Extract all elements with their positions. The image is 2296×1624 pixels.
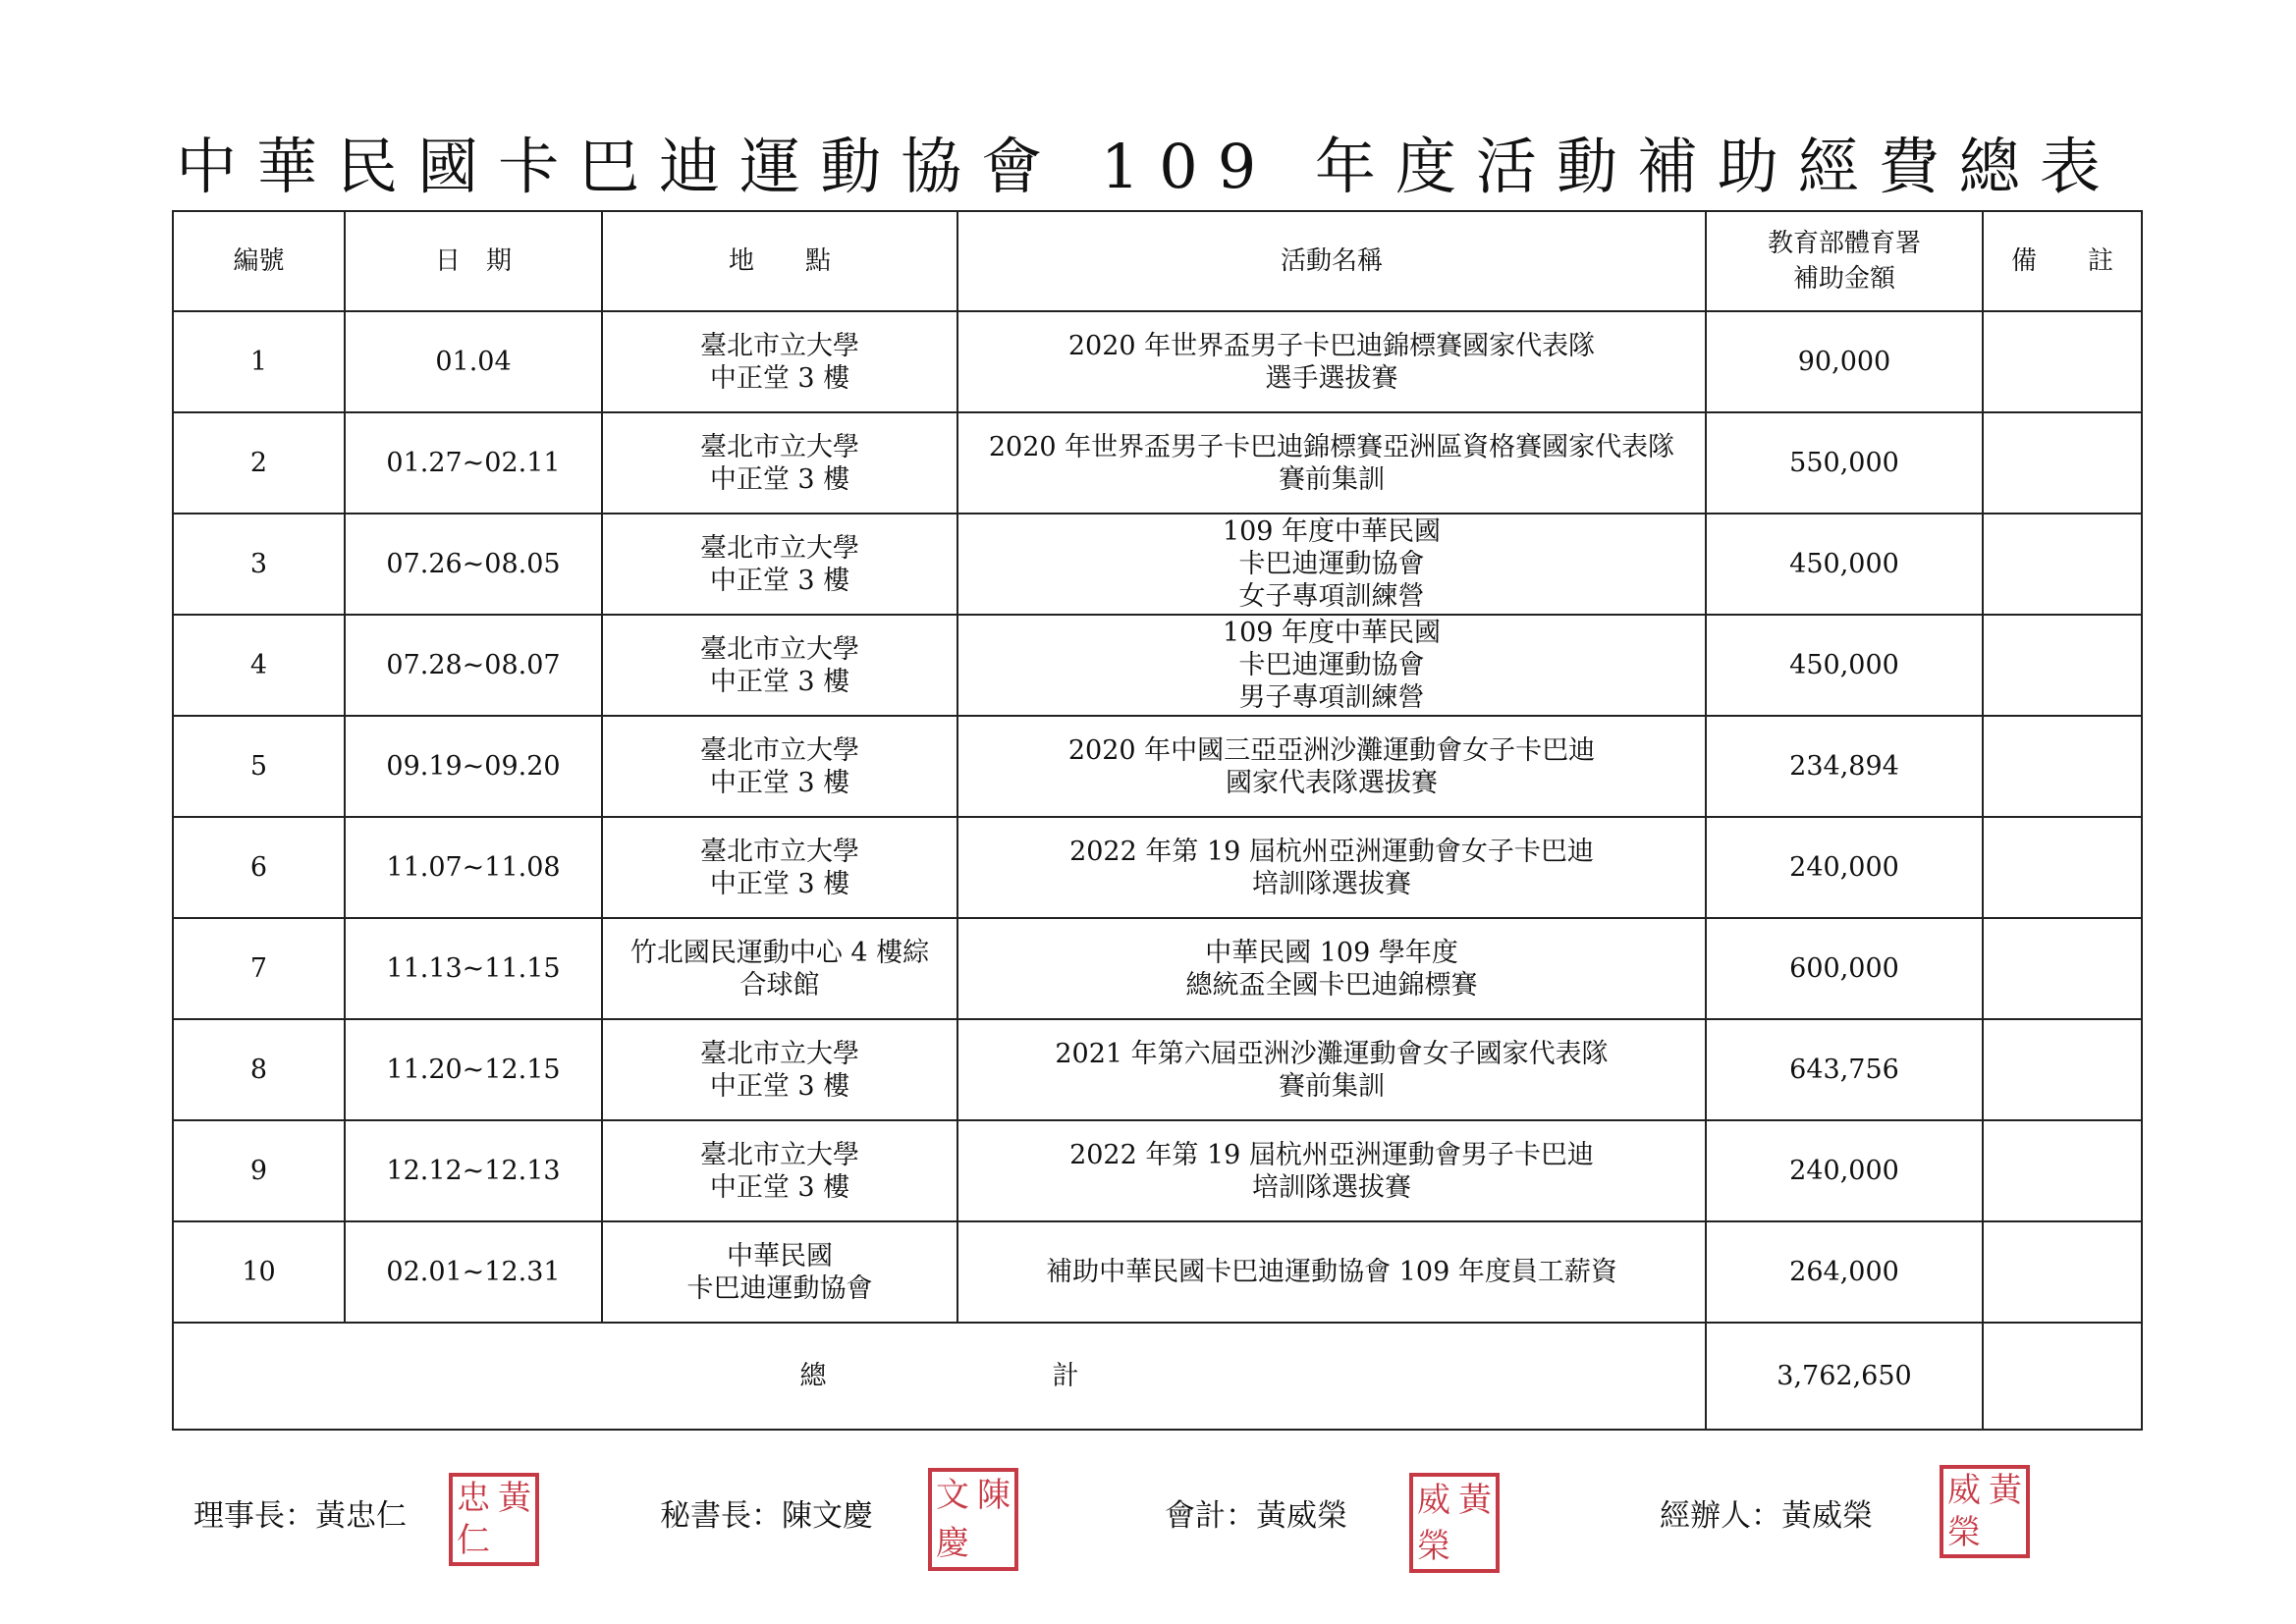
place-line: 竹北國民運動中心 4 樓綜 — [629, 937, 930, 968]
activity-line: 培訓隊選拔賽 — [1252, 1171, 1411, 1203]
seal-char: 文 — [936, 1476, 969, 1516]
chairman-seal — [449, 1473, 539, 1566]
activity-line: 2022 年第 19 屆杭州亞洲運動會女子卡巴迪 — [1069, 836, 1594, 867]
total-note — [1983, 1323, 2142, 1430]
place-line: 臺北市立大學 — [700, 1139, 859, 1170]
cell-note — [1983, 311, 2142, 412]
seal-char: 榮 — [1947, 1513, 1981, 1553]
activity-line: 2022 年第 19 屆杭州亞洲運動會男子卡巴迪 — [1069, 1139, 1594, 1170]
table-row — [173, 1120, 2142, 1221]
seal-char: 仁 — [457, 1521, 490, 1561]
total-amount: 3,762,650 — [1706, 1323, 1983, 1430]
cell-activity — [957, 412, 1706, 514]
table-row — [173, 817, 2142, 918]
activity-line: 卡巴迪運動協會 — [1238, 549, 1425, 579]
total-label — [173, 1323, 1706, 1430]
seal-char: 黃 — [1458, 1480, 1492, 1520]
header-place: 地 點 — [602, 211, 957, 311]
cell-no: 3 — [173, 514, 345, 615]
cell-place — [602, 716, 957, 817]
cell-activity — [957, 918, 1706, 1019]
place-line: 中正堂 3 樓 — [709, 463, 850, 495]
cell-amount: 240,000 — [1706, 1120, 1983, 1221]
handler-seal — [1940, 1465, 2030, 1558]
seal-char: 威 — [1417, 1480, 1450, 1520]
secretary-seal — [928, 1468, 1018, 1571]
place-line: 臺北市立大學 — [700, 431, 859, 462]
activity-line: 109 年度中華民國 — [1222, 516, 1442, 547]
table-row — [173, 412, 2142, 514]
header-activity: 活動名稱 — [957, 211, 1706, 311]
cell-no: 10 — [173, 1221, 345, 1323]
activity-line: 109 年度中華民國 — [1222, 618, 1442, 648]
cell-note — [1983, 817, 2142, 918]
activity-line: 2021 年第六屆亞洲沙灘運動會女子國家代表隊 — [1055, 1038, 1609, 1069]
place-line: 中華民國 — [727, 1240, 833, 1272]
accountant-signature: 會計：黃威榮 — [1165, 1498, 1347, 1534]
cell-amount: 450,000 — [1706, 514, 1983, 615]
activity-line: 總統盃全國卡巴迪錦標賽 — [1185, 969, 1478, 1001]
cell-amount: 643,756 — [1706, 1019, 1983, 1120]
header-note: 備 註 — [1983, 211, 2142, 311]
seal-char: 陳 — [977, 1476, 1011, 1516]
header-amount-line2: 補助金額 — [1792, 264, 1895, 294]
place-line: 中正堂 3 樓 — [709, 1171, 850, 1203]
cell-date: 09.19~09.20 — [345, 716, 602, 817]
seal-char: 黃 — [1989, 1470, 2022, 1510]
total-label-1: 總 — [799, 1361, 827, 1391]
cell-place — [602, 514, 957, 615]
cell-no: 1 — [173, 311, 345, 412]
place-line: 中正堂 3 樓 — [709, 767, 850, 798]
table-row — [173, 514, 2142, 615]
seal-char: 黃 — [498, 1478, 531, 1518]
seal-char: 威 — [1947, 1470, 1981, 1510]
cell-no: 7 — [173, 918, 345, 1019]
cell-no: 8 — [173, 1019, 345, 1120]
cell-note — [1983, 918, 2142, 1019]
activity-line: 男子專項訓練營 — [1238, 682, 1425, 713]
activity-line: 賽前集訓 — [1279, 463, 1385, 495]
cell-note — [1983, 412, 2142, 514]
table-row — [173, 615, 2142, 716]
cell-activity — [957, 1120, 1706, 1221]
cell-amount: 264,000 — [1706, 1221, 1983, 1323]
activity-line: 賽前集訓 — [1279, 1070, 1385, 1102]
cell-date: 07.28~08.07 — [345, 615, 602, 716]
activity-line: 2020 年世界盃男子卡巴迪錦標賽亞洲區資格賽國家代表隊 — [988, 431, 1675, 462]
subsidy-table — [172, 210, 2143, 1431]
header-no: 編號 — [173, 211, 345, 311]
place-line: 臺北市立大學 — [700, 330, 859, 361]
place-line: 臺北市立大學 — [700, 532, 859, 564]
cell-place — [602, 918, 957, 1019]
cell-activity — [957, 817, 1706, 918]
cell-no: 2 — [173, 412, 345, 514]
place-line: 中正堂 3 樓 — [709, 565, 850, 596]
cell-note — [1983, 514, 2142, 615]
cell-amount: 600,000 — [1706, 918, 1983, 1019]
header-date: 日 期 — [345, 211, 602, 311]
activity-line: 培訓隊選拔賽 — [1252, 868, 1411, 899]
activity-line: 女子專項訓練營 — [1238, 581, 1425, 612]
cell-activity — [957, 514, 1706, 615]
signature-row — [0, 1470, 2296, 1591]
header-amount-line1: 教育部體育署 — [1767, 229, 1921, 258]
cell-activity — [957, 1019, 1706, 1120]
place-line: 中正堂 3 樓 — [709, 868, 850, 899]
cell-amount: 234,894 — [1706, 716, 1983, 817]
cell-note — [1983, 1019, 2142, 1120]
cell-amount: 240,000 — [1706, 817, 1983, 918]
place-line: 中正堂 3 樓 — [709, 666, 850, 697]
handler-signature: 經辦人：黃威榮 — [1660, 1498, 1873, 1534]
activity-line: 選手選拔賽 — [1265, 362, 1398, 394]
cell-place — [602, 615, 957, 716]
cell-activity — [957, 615, 1706, 716]
activity-line: 2020 年中國三亞亞洲沙灘運動會女子卡巴迪 — [1067, 734, 1596, 766]
cell-note — [1983, 1120, 2142, 1221]
cell-date: 02.01~12.31 — [345, 1221, 602, 1323]
cell-activity — [957, 716, 1706, 817]
activity-line: 2020 年世界盃男子卡巴迪錦標賽國家代表隊 — [1067, 330, 1596, 361]
cell-no: 4 — [173, 615, 345, 716]
activity-line: 卡巴迪運動協會 — [1238, 650, 1425, 680]
cell-place — [602, 311, 957, 412]
activity-line: 中華民國 109 學年度 — [1205, 937, 1458, 968]
cell-amount: 550,000 — [1706, 412, 1983, 514]
cell-no: 9 — [173, 1120, 345, 1221]
place-line: 臺北市立大學 — [700, 1038, 859, 1069]
place-line: 卡巴迪運動協會 — [686, 1272, 873, 1304]
place-line: 臺北市立大學 — [700, 836, 859, 867]
cell-note — [1983, 716, 2142, 817]
table-header-row — [173, 211, 2142, 311]
seal-char: 榮 — [1417, 1526, 1450, 1566]
cell-activity — [957, 311, 1706, 412]
seal-char: 忠 — [457, 1478, 490, 1518]
cell-no: 6 — [173, 817, 345, 918]
table-row — [173, 1221, 2142, 1323]
cell-date: 12.12~12.13 — [345, 1120, 602, 1221]
place-line: 合球館 — [739, 969, 820, 1001]
place-line: 中正堂 3 樓 — [709, 362, 850, 394]
cell-activity — [957, 1221, 1706, 1323]
cell-no: 5 — [173, 716, 345, 817]
cell-place — [602, 817, 957, 918]
cell-note — [1983, 1221, 2142, 1323]
cell-date: 11.13~11.15 — [345, 918, 602, 1019]
place-line: 中正堂 3 樓 — [709, 1070, 850, 1102]
cell-date: 11.20~12.15 — [345, 1019, 602, 1120]
cell-date: 11.07~11.08 — [345, 817, 602, 918]
cell-place — [602, 1221, 957, 1323]
table-row — [173, 716, 2142, 817]
table-row — [173, 918, 2142, 1019]
total-row — [173, 1323, 2142, 1430]
cell-date: 01.27~02.11 — [345, 412, 602, 514]
place-line: 臺北市立大學 — [700, 633, 859, 665]
place-line: 臺北市立大學 — [700, 734, 859, 766]
header-amount — [1706, 211, 1983, 311]
page-title: 中華民國卡巴迪運動協會 109 年度活動補助經費總表 — [176, 131, 2120, 202]
cell-amount: 450,000 — [1706, 615, 1983, 716]
cell-place — [602, 412, 957, 514]
secretary-signature: 秘書長：陳文慶 — [660, 1498, 873, 1534]
cell-date: 07.26~08.05 — [345, 514, 602, 615]
accountant-seal — [1409, 1473, 1500, 1573]
total-label-2: 計 — [1052, 1361, 1079, 1391]
cell-note — [1983, 615, 2142, 716]
cell-date: 01.04 — [345, 311, 602, 412]
seal-char: 慶 — [936, 1523, 969, 1563]
activity-line: 補助中華民國卡巴迪運動協會 109 年度員工薪資 — [1046, 1257, 1617, 1287]
cell-amount: 90,000 — [1706, 311, 1983, 412]
chairman-signature: 理事長：黃忠仁 — [193, 1498, 407, 1534]
table-row — [173, 1019, 2142, 1120]
activity-line: 國家代表隊選拔賽 — [1226, 767, 1438, 798]
cell-place — [602, 1019, 957, 1120]
cell-place — [602, 1120, 957, 1221]
table-row — [173, 311, 2142, 412]
